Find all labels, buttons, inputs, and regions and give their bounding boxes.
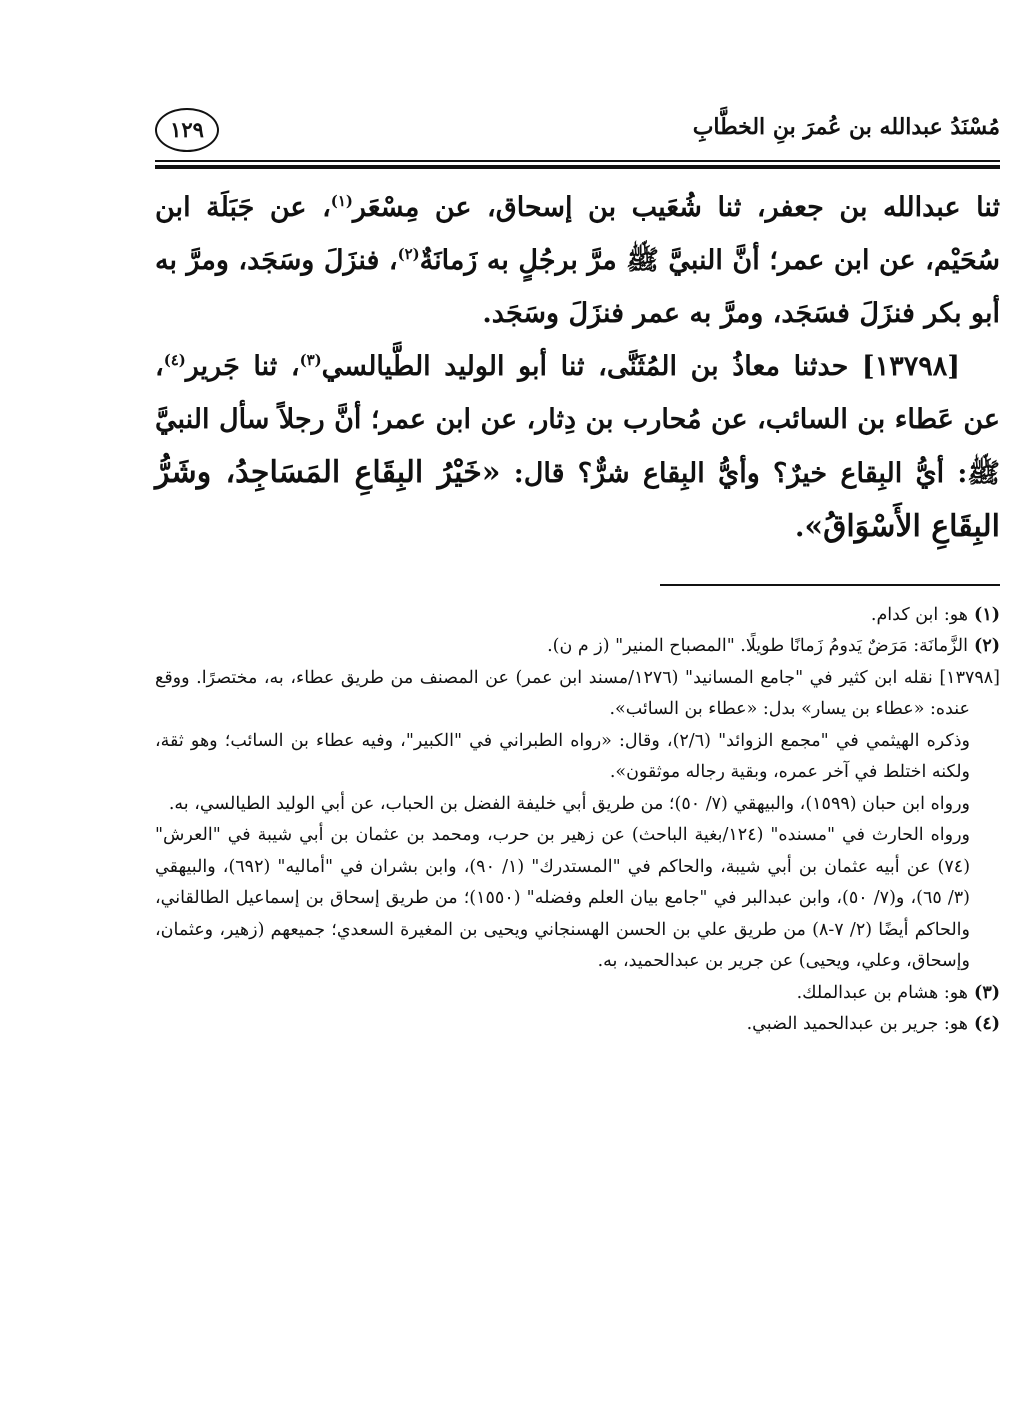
text: ، فنزَلَ وسَجَد، ومرَّ به أبو بكر فنزَلَ فسَجَد، ومرَّ به عمر فنزَلَ وسَجَد. bbox=[155, 245, 1000, 329]
header-rule-thin bbox=[155, 160, 1000, 162]
text: ثنا عبدالله بن جعفر، ثنا شُعَيب بن إسحاق، عن مِسْعَر bbox=[352, 192, 1000, 223]
text: ، عن عَطاء بن السائب، عن مُحارب بن دِثار، عن ابن عمر؛ أنَّ رجلاً سأل النبيَّ ﷺ: أيُّ البِقاع خيرٌ؟ وأيُّ البِقاع شرٌّ؟ قال: bbox=[155, 351, 1000, 489]
footnote-text: هو: جرير بن عبدالحميد الضبي. bbox=[746, 1014, 968, 1034]
text: . bbox=[794, 512, 805, 543]
paragraph-hadith-13798 bbox=[155, 340, 1000, 554]
prophetic-quote: «خَيْرُ البِقَاعِ المَسَاجِدُ، وشَرُّ البِقَاعِ الأَسْوَاقُ» bbox=[155, 455, 1000, 544]
page-header bbox=[155, 108, 1000, 154]
footnote-1 bbox=[155, 600, 1000, 632]
footnote-ref-1[interactable]: (١) bbox=[330, 192, 353, 210]
text: ، ثنا جَرير bbox=[185, 351, 300, 382]
footnote-text: هو: ابن كدام. bbox=[870, 604, 968, 625]
footnote-separator bbox=[660, 584, 1000, 586]
footnote-number: (٢) bbox=[974, 636, 1000, 656]
footnote-text: هو: هشام بن عبدالملك. bbox=[796, 982, 968, 1003]
text: ، عن جَبَلَة ابن سُحَيْم، عن ابن عمر؛ أنَّ النبيَّ ﷺ مرَّ برجُلٍ به زَمانَةٌ bbox=[155, 192, 1001, 276]
paragraph-1 bbox=[155, 181, 1000, 340]
running-title: مُسْنَدُ عبدالله بن عُمرَ بنِ الخطَّابِ bbox=[692, 114, 1000, 140]
footnote-2 bbox=[155, 631, 1000, 663]
footnotes bbox=[155, 600, 1000, 1041]
footnote-number: (٣) bbox=[974, 982, 1000, 1003]
footnote-ref-2[interactable]: (٢) bbox=[397, 245, 420, 263]
footnote-paragraph: ورواه الحارث في "مسنده" (١٢٤/بغية الباحث) عن زهير بن حرب، ومحمد بن عثمان بن أبي شيبة في "العرش" (٧٤) عن أبيه عثمان بن أبي شيبة، والحاكم في "المستدرك" (١/ ٩٠)، وابن بشران في "أماليه" (٦٩٢)، والبيهقي (٣/ ٦٥)، و(٧/ ٥٠)، وابن عبدالبر في "جامع بيان العلم وفضله" (١٥٥٠)؛ من طريق إسحاق بن إسماعيل الطالقاني، والحاكم أيضًا (٢/ ٧-٨) من طريق علي بن الحسن الهسنجاني ويحيى بن المغيرة السعدي؛ جميعهم (زهير، وعثمان، وإسحاق، وعلي، ويحيى) عن جرير بن عبدالحميد، به. bbox=[155, 825, 971, 971]
footnote-paragraph: ورواه ابن حبان (١٥٩٩)، والبيهقي (٧/ ٥٠)؛ من طريق أبي خليفة الفضل بن الحباب، عن أبي الوليد الطيالسي، به. bbox=[168, 793, 970, 814]
header-rule-thick bbox=[155, 165, 1000, 169]
text: [١٣٧٩٨] حدثنا معاذُ بن المُثَنَّى، ثنا أبو الوليد الطَّيالسي bbox=[321, 351, 960, 382]
footnote-number: (٤) bbox=[974, 1014, 1000, 1034]
footnote-ref-3[interactable]: (٣) bbox=[299, 351, 322, 369]
footnote-number: (١) bbox=[974, 604, 1000, 625]
footnote-3 bbox=[155, 978, 1000, 1010]
page-number: ١٢٩ bbox=[155, 108, 219, 152]
document-page bbox=[155, 108, 1000, 1041]
footnote-hadith-takhrij: [١٣٧٩٨] نقله ابن كثير في "جامع المسانيد" (١٢٧٦/مسند ابن عمر) عن المصنف من طريق عطاء، به، مختصرًا. ووقع عنده: «عطاء بن يسار» بدل: «عطاء بن السائب». bbox=[155, 667, 1000, 719]
footnote-text: الزَّمانَة: مَرَضٌ يَدومُ زَمانًا طويلًا. "المصباح المنير" (ز م ن). bbox=[547, 636, 968, 656]
footnote-ref-4[interactable]: (٤) bbox=[163, 351, 186, 369]
main-text bbox=[155, 181, 1000, 554]
footnote-4 bbox=[155, 1009, 1000, 1041]
footnote-paragraph: وذكره الهيثمي في "مجمع الزوائد" (٢/٦)، وقال: «رواه الطبراني في "الكبير"، وفيه عطاء بن السائب؛ وهو ثقة، ولكنه اختلط في آخر عمره، وبقية رجاله موثقون». bbox=[155, 730, 971, 782]
